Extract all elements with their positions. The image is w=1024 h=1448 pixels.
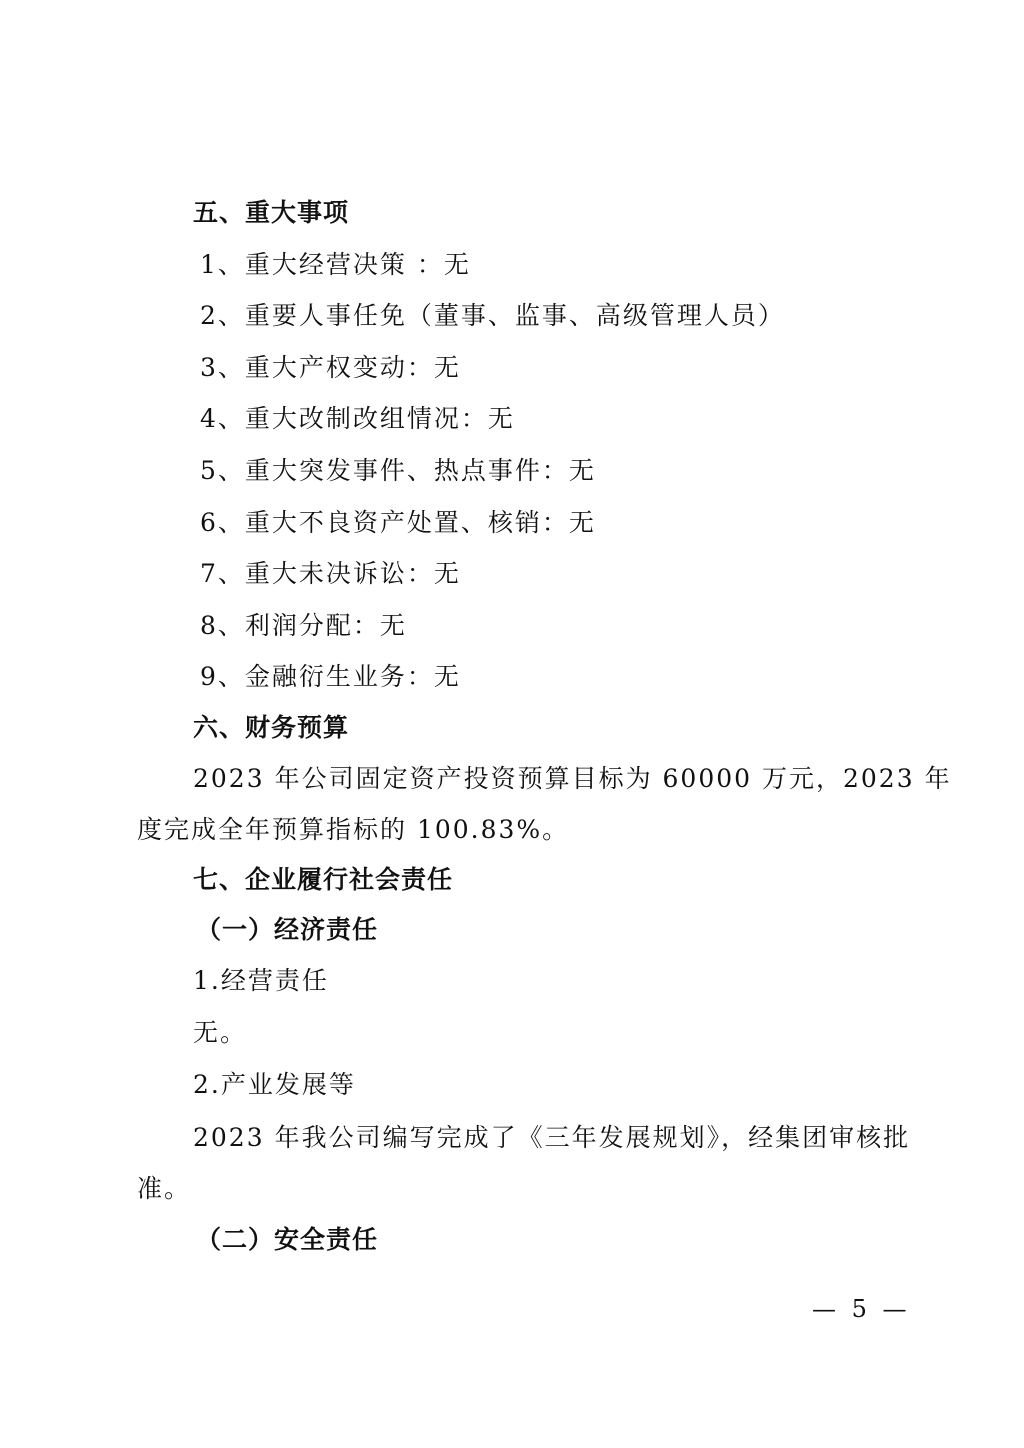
paragraph-line: 2023 年公司固定资产投资预算目标为 60000 万元，2023 年 [193, 764, 952, 793]
item-text: 无。 [193, 1018, 248, 1047]
list-item: 9、金融衍生业务：无 [200, 662, 461, 691]
list-item: 8、利润分配：无 [200, 611, 407, 640]
subsection-heading-economic: （一）经济责任 [196, 915, 379, 944]
list-item: 4、重大改制改组情况：无 [200, 404, 515, 433]
item-title: 2.产业发展等 [193, 1070, 356, 1099]
paragraph-line: 度完成全年预算指标的 100.83%。 [137, 815, 570, 844]
list-item: 5、重大突发事件、热点事件：无 [200, 456, 596, 485]
list-item: 7、重大未决诉讼：无 [200, 559, 461, 588]
paragraph-line: 2023 年我公司编写完成了《三年发展规划》，经集团审核批 [193, 1123, 911, 1152]
subsection-heading-safety: （二）安全责任 [196, 1225, 379, 1254]
section-heading-7: 七、企业履行社会责任 [193, 865, 454, 894]
list-item: 1、重大经营决策 ：无 [200, 250, 471, 279]
list-item: 2、重要人事任免（董事、监事、高级管理人员） [200, 301, 785, 330]
item-title: 1.经营责任 [193, 966, 329, 995]
page-number: — 5 — [812, 1295, 911, 1323]
list-item: 3、重大产权变动：无 [200, 353, 461, 382]
paragraph-line: 准。 [137, 1174, 192, 1203]
list-item: 6、重大不良资产处置、核销：无 [200, 508, 596, 537]
section-heading-5: 五、重大事项 [193, 198, 350, 227]
section-heading-6: 六、财务预算 [193, 713, 350, 742]
